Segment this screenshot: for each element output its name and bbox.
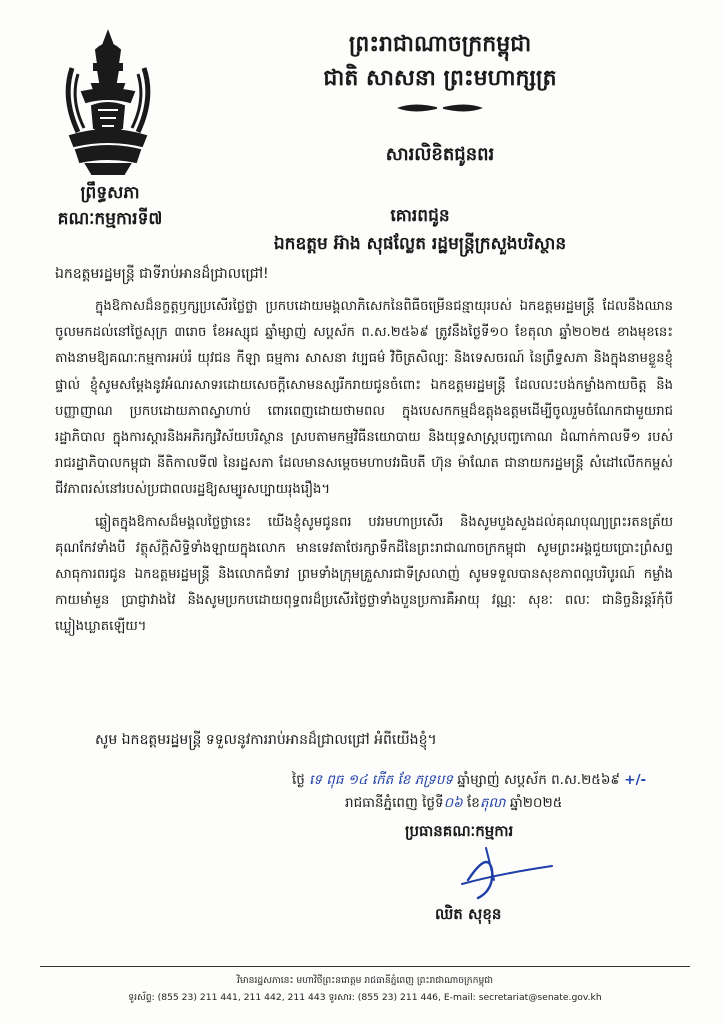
solar-date-month: តុលា (479, 795, 506, 811)
kingdom-title: ព្រះរាជាណាចក្រកម្ពុជា (348, 32, 532, 57)
signer-name: ឈិត សុខុន (435, 905, 502, 923)
footer-address: វិមានរដ្ឋសភានេះ មហាវិថីព្រះនរោត្តម រាជធានីភ្នំពេញ ព្រះរាជាណាចក្រកម្ពុជា (236, 975, 494, 986)
lunar-date-line (292, 768, 646, 792)
kingdom-header (220, 28, 660, 96)
body-paragraph: ក្នុងឱកាសដ៏នក្ខត្តឫក្សប្រសើរថ្លៃថ្លា ប្រកបដោយមង្គលាភិសេកនៃពិធីចម្រើនជន្មាយុរបស់ ឯកឧត្តមរដ្ឋមន្ត្រី ដែលនឹងឈានចូលមកដល់នៅថ្ងៃសុក្រ ៣រោច ខែអស្សុជ ឆ្នាំម្សាញ់ សប្តស័ក ព.ស.២៥៦៩ ត្រូវនឹងថ្ងៃទី១០ ខែតុលា ឆ្នាំ២០២៥ ខាងមុខនេះ តាងនាមឱ្យគណៈកម្មការអប់រំ យុវជន កីឡា ធម្មការ សាសនា វប្បធម៌ វិចិត្រសិល្បៈ និងទេសចរណ៍ នៃព្រឹទ្ធសភា និងក្នុងនាមខ្លួនខ្ញុំផ្ទាល់ ខ្ញុំសូមសម្តែងនូវអំណរសាទរដោយសេចក្តីសោមនស្សរីករាយជូនចំពោះ ឯកឧត្តមរដ្ឋមន្ត្រី ដែលលះបង់កម្លាំងកាយចិត្ត និងបញ្ញាញាណ ប្រកបដោយភាពស្វាហាប់ ពោរពេញដោយថាមពល ក្នុងបេសកកម្មដ៏ឧត្តុងឧត្តមដើម្បីចូលរួមចំណែកជាមួយរាជរដ្ឋាភិបាល ក្នុងការស្តារនិងអភិរក្សវិស័យបរិស្ថាន ស្របតាមកម្មវិធីនយោបាយ និងយុទ្ធសាស្ត្របញ្ចកោណ ដំណាក់កាលទី១ របស់រាជរដ្ឋាភិបាលកម្ពុជា នីតិកាលទី៧ នៃរដ្ឋសភា ដែលមានសម្តេចមហាបវរធិបតី ហ៊ុន ម៉ាណែត ជានាយករដ្ឋមន្ត្រី សំដៅលើកកម្ពស់ជីវភាពរស់នៅរបស់ប្រជាពលរដ្ឋឱ្យសម្បូរសប្បាយរុងរឿង។ (55, 299, 673, 498)
document-type: សារលិខិតជូនពរ (385, 144, 495, 165)
solar-date-prefix: រាជធានីភ្នំពេញ ថ្ងៃទី (345, 795, 444, 811)
royal-emblem-icon (52, 28, 164, 178)
organization-unit: គណៈកម្មការទី៧ (57, 209, 163, 229)
signature-icon (448, 840, 558, 906)
respectfully-to: គោរពជូន (390, 206, 450, 226)
ornament-divider-icon (395, 100, 485, 114)
body-paragraph: ឆ្លៀតក្នុងឱកាសដ៏មង្គលថ្លៃថ្លានេះ យើងខ្ញុំសូមជូនពរ បវរមហាប្រសើរ និងសូមបួងសួងដល់គុណបុណ្យព្រះរតនត្រ័យ គុណកែវទាំងបី វត្ថុស័ក្តិសិទ្ធិទាំងឡាយក្នុងលោក មានទេវតាថែរក្សាទឹកដីនៃព្រះរាជាណាចក្រកម្ពុជា សូមព្រះអង្គជួយប្រោះព្រំសព្ទសាធុការពរជូន ឯកឧត្តមរដ្ឋមន្ត្រី និងលោកជំទាវ ព្រមទាំងក្រុមគ្រួសារជាទីស្រលាញ់ សូមទទួលបានសុខភាពល្អបរិបូរណ៍ កម្លាំងកាយមាំមួន ប្រាជ្ញាវាងវៃ និងសូមប្រកបដោយពុទ្ធពរដ៏ប្រសើរថ្លៃថ្លាទាំងបួនប្រការគឺអាយុ វណ្ណៈ សុខៈ ពលៈ ជានិច្ចនិរន្តរ៍កុំបីឃ្លៀងឃ្លាតឡើយ។ (55, 514, 673, 635)
solar-date-day: ០៦ (443, 795, 463, 811)
salutation: ឯកឧត្តមរដ្ឋមន្ត្រី ជាទីរាប់អានដ៏ជ្រាលជ្រៅ! (55, 266, 269, 282)
organization-name: ព្រឹទ្ធសភា (80, 183, 140, 203)
solar-date-line (345, 794, 562, 814)
lunar-date-prefix: ថ្ងៃ (292, 772, 305, 788)
national-motto: ជាតិ សាសនា ព្រះមហាក្សត្រ (323, 66, 557, 91)
footer (40, 972, 690, 1006)
footer-divider (40, 966, 690, 967)
signer-title: ប្រធានគណៈកម្មការ (405, 822, 514, 840)
recipient-block (160, 202, 680, 258)
closing-line: សូម ឯកឧត្តមរដ្ឋមន្ត្រី ទទួលនូវការរាប់អានដ៏ជ្រាលជ្រៅ អំពីយើងខ្ញុំ។ (95, 732, 437, 748)
footer-contact: ទូរស័ព្ទ: (855 23) 211 441, 211 442, 211 443 ទូរសារ: (855 23) 211 446, E-mail: secretariat@senate.gov.kh (128, 992, 602, 1003)
letter-body (55, 294, 673, 647)
lunar-date-suffix: ឆ្នាំម្សាញ់ សប្តស័ក ព.ស.២៥៦៩ (457, 772, 620, 788)
solar-date-month-prefix: ខែ (466, 795, 480, 811)
organization-block (40, 180, 180, 232)
lunar-date-mark: +/- (624, 772, 647, 788)
addressee: ឯកឧត្តម អ៊ាង សុផល្លែត រដ្ឋមន្ត្រីក្រសួងបរិស្ថាន (273, 234, 567, 254)
solar-date-year: ឆ្នាំ២០២៥ (509, 795, 563, 811)
lunar-date-handwritten: ទេ ពុធ ១៤ កើត ខែ ភទ្របទ (309, 772, 453, 788)
